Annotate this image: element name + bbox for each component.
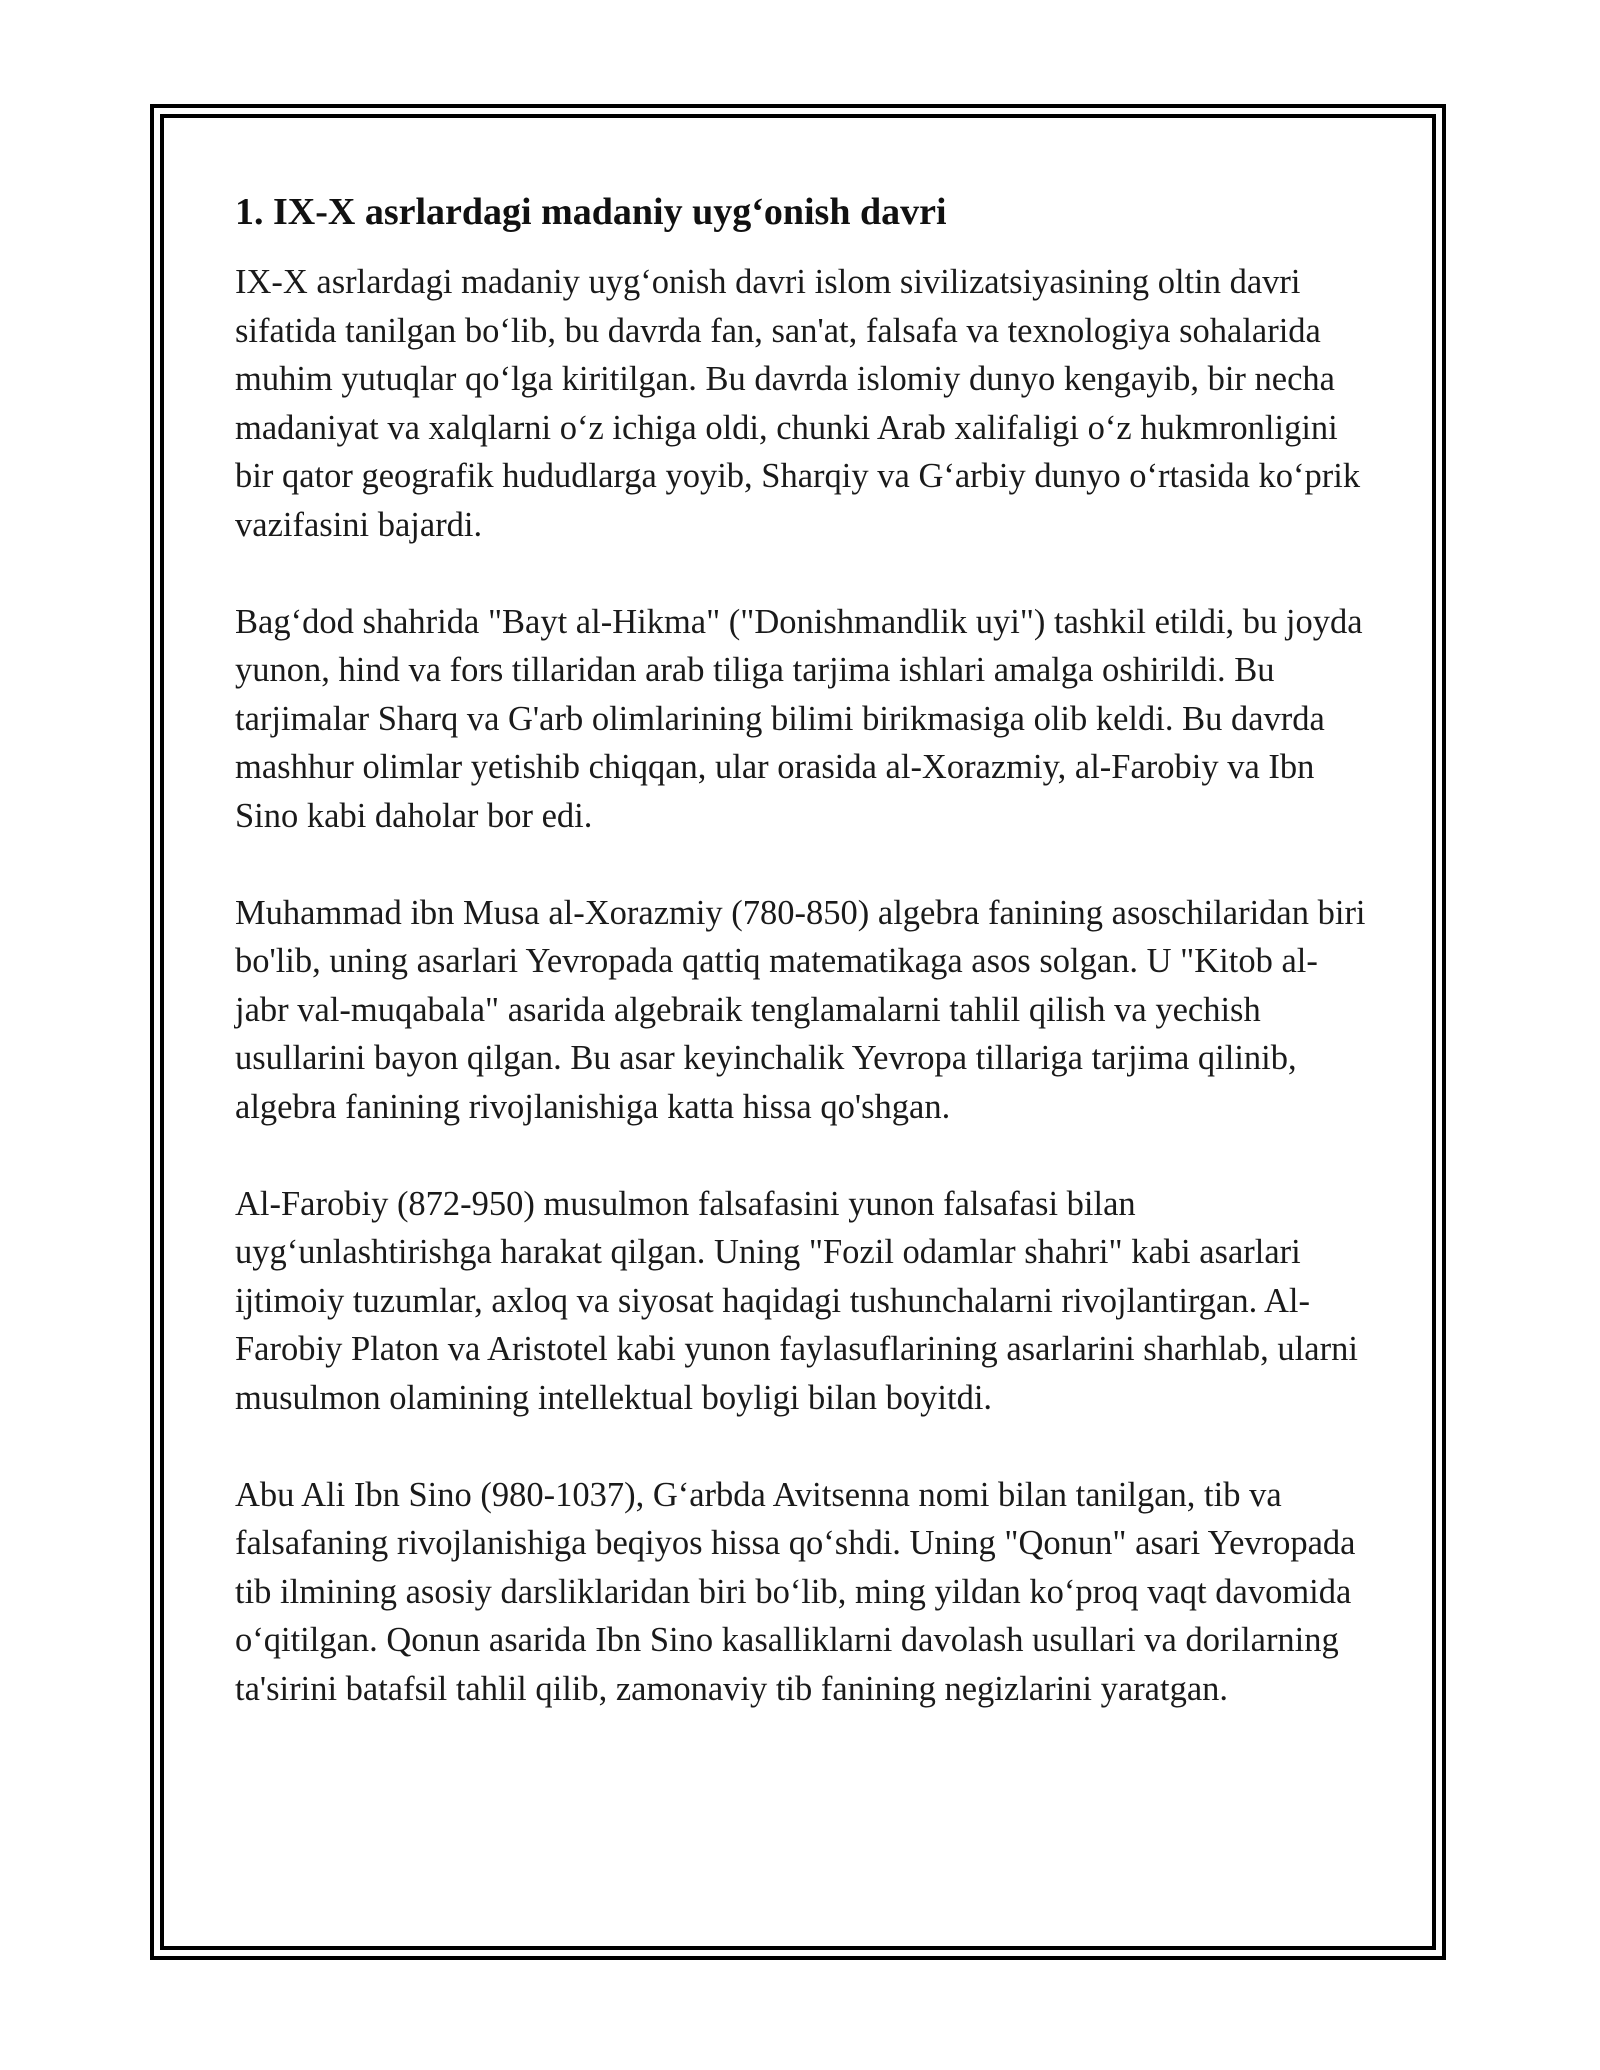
paragraph-3: Muhammad ibn Musa al-Xorazmiy (780-850) algebra fanining asoschilaridan biri bo'lib, uning asarlari Yevropada qattiq matematikaga asos solgan. U "Kitob al-jabr val-muqabala" asarida algebraik tenglamalarni tahlil qilish va yechish usullarini bayon qilgan. Bu asar keyinchalik Yevropa tillariga tarjima qilinib, algebra fanining rivojlanishiga katta hissa qo'shgan. (235, 893, 1366, 1126)
document-body (235, 188, 1370, 1762)
paragraph-4: Al-Farobiy (872-950) musulmon falsafasini yunon falsafasi bilan uyg‘unlashtirishga harakat qilgan. Uning "Fozil odamlar shahri" kabi asarlari ijtimoiy tuzumlar, axloq va siyosat haqidagi tushunchalarni rivojlantirgan. Al-Farobiy Platon va Aristotel kabi yunon faylasuflarining asarlarini sharhlab, ularni musulmon olamining intellektual boyligi bilan boyitdi. (235, 1184, 1358, 1417)
paragraph-2: Bag‘dod shahrida "Bayt al-Hikma" ("Donishmandlik uyi") tashkil etildi, bu joyda yunon, hind va fors tillaridan arab tiliga tarjima ishlari amalga oshirildi. Bu tarjimalar Sharq va G'arb olimlarining bilimi birikmasiga olib keldi. Bu davrda mashhur olimlar yetishib chiqqan, ular orasida al-Xorazmiy, al-Farobiy va Ibn Sino kabi daholar bor edi. (235, 602, 1363, 835)
paragraph-1: IX-X asrlardagi madaniy uyg‘onish davri islom sivilizatsiyasining oltin davri sifatida tanilgan bo‘lib, bu davrda fan, san'at, falsafa va texnologiya sohalarida muhim yutuqlar qo‘lga kiritilgan. Bu davrda islomiy dunyo kengayib, bir necha madaniyat va xalqlarni o‘z ichiga oldi, chunki Arab xalifaligi o‘z hukmronligini bir qator geografik hududlarga yoyib, Sharqiy va G‘arbiy dunyo o‘rtasida ko‘prik vazifasini bajardi. (235, 263, 1361, 544)
page-title: 1. IX-X asrlardagi madaniy uyg‘onish davri (235, 191, 947, 233)
paragraph-5: Abu Ali Ibn Sino (980-1037), G‘arbda Avitsenna nomi bilan tanilgan, tib va falsafaning rivojlanishiga beqiyos hissa qo‘shdi. Uning "Qonun" asari Yevropada tib ilmining asosiy darsliklaridan biri bo‘lib, ming yildan ko‘proq vaqt davomida o‘qitilgan. Qonun asarida Ibn Sino kasalliklarni davolash usullari va dorilarning ta'sirini batafsil tahlil qilib, zamonaviy tib fanining negizlarini yaratgan. (235, 1475, 1356, 1708)
